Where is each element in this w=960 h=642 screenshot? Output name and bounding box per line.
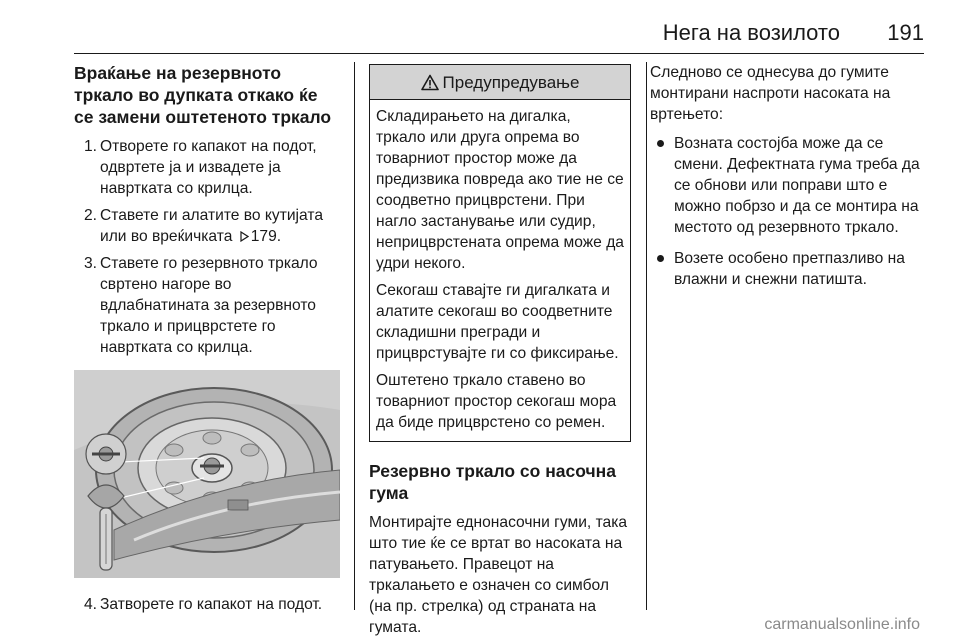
- warning-paragraph: Секогаш ставајте ги дигалката и алатите секогаш во соодветните складишни прегради и прицврстувајте ги со фиксирање.: [376, 282, 619, 362]
- warning-box: [369, 64, 631, 442]
- column-1: [74, 62, 340, 621]
- spare-wheel-drawing: [74, 370, 340, 578]
- step-text: Ставете го резервното тркало свртено нагоре во вдлабнатината за резервното тркало и прицврстете го навртката со крилца.: [100, 255, 318, 356]
- column-3: [650, 62, 926, 300]
- page-header: [0, 0, 960, 52]
- intro-paragraph: Следново се однесува до гумите монтирани наспроти насоката на вртењето:: [650, 64, 891, 123]
- running-title: Нега на возилото: [662, 20, 840, 45]
- spare-wheel-illustration: [74, 370, 340, 578]
- body-paragraph: Монтирајте еднонасочни гуми, така што тие ќе се вртат во насоката на патувањето. Правецот на тркалањето е означен со симбол (на пр. стрелка) од страната на гумата.: [369, 514, 628, 636]
- step-number: 2.: [84, 207, 98, 224]
- steps-list-continued: [74, 594, 340, 615]
- column-divider-2: [646, 62, 647, 610]
- bullet-item: [650, 248, 926, 290]
- header-rule: [74, 53, 924, 54]
- page-number: 191: [887, 20, 924, 45]
- step-item: [74, 253, 340, 358]
- bullet-list: [650, 133, 926, 290]
- bullet-item: [650, 133, 926, 238]
- column-divider-1: [354, 62, 355, 610]
- warning-paragraph: Складирањето на дигалка, тркало или друга опрема во товарниот простор може да предизвика повреда ако тие не се соодветно прицврстени. При нагло застанување или судир, неприцврстената опрема може да удри некого.: [376, 108, 624, 272]
- bullet-dot-icon: [657, 255, 664, 262]
- step-text: Отворете го капакот на подот, одвртете ја и извадете ја навртката со крилца.: [100, 138, 317, 197]
- steps-list: [74, 136, 340, 358]
- bullet-text: Возната состојба може да се смени. Дефектната гума треба да се обнови или поправи што е можно побрзо и да се монтира на местото од резервното тркало.: [674, 135, 920, 236]
- step-text: Затворете го капакот на подот.: [100, 596, 323, 613]
- column-2: [369, 62, 631, 638]
- step-text: Ставете ги алатите во кутијата или во вреќичката: [100, 207, 323, 245]
- bullet-text: Возете особено претпазливо на влажни и снежни патишта.: [674, 250, 905, 288]
- step-item: [74, 594, 340, 615]
- warning-header: [370, 65, 630, 100]
- warning-triangle-icon: [421, 74, 439, 91]
- warning-title: Предупредување: [442, 72, 580, 92]
- step-number: 3.: [84, 255, 98, 272]
- subheading: Резервно тркало со насочна гума: [369, 461, 616, 503]
- step-number: 4.: [84, 596, 98, 613]
- page-reference-icon: [240, 231, 249, 242]
- step-number: 1.: [84, 138, 98, 155]
- step-item: [74, 205, 340, 247]
- page-reference-link[interactable]: 179.: [250, 228, 282, 245]
- warning-body: [370, 100, 630, 441]
- bullet-dot-icon: [657, 140, 664, 147]
- warning-paragraph: Оштетено тркало ставено во товарниот простор секогаш мора да биде прицврстено со ремен.: [376, 372, 617, 431]
- watermark: carmanualsonline.info: [764, 616, 920, 633]
- section-heading: Враќање на резервното тркало во дупката откако ќе се замени оштетеното тркало: [74, 63, 332, 127]
- step-item: [74, 136, 340, 199]
